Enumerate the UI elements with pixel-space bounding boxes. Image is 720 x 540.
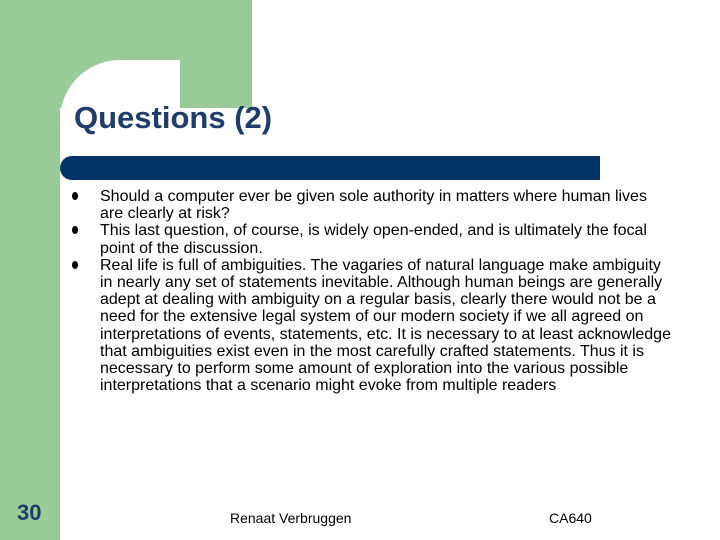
- bullet-text: Real life is full of ambiguities. The vagaries of natural language make ambiguity in nearly any set of statements inevitable. Although human beings are generally adept at dealing with ambiguity on a regular basis, clearly there would not be a need for the extensive legal system of our modern society if we all agreed on interpretations of events, statements, etc. It is necessary to at least acknowledge that ambiguities exist even in the most carefully crafted statements. Thus it is necessary to perform some amount of exploration into the various possible interpretations that a scenario might evoke from multiple readers: [100, 256, 671, 395]
- bullet-dot-icon: [72, 192, 78, 200]
- footer-author: Renaat Verbruggen: [230, 510, 352, 526]
- bullet-dot-icon: [72, 226, 78, 234]
- bullet-list: [72, 188, 672, 394]
- bullet-dot-icon: [72, 261, 78, 269]
- slide-number: 30: [17, 500, 42, 525]
- slide-title: Questions (2): [74, 100, 273, 135]
- bullet-item: [72, 188, 672, 222]
- bullet-item: [72, 222, 672, 256]
- footer-course: CA640: [549, 510, 592, 526]
- bullet-text: This last question, of course, is widely open-ended, and is ultimately the focal point of the discussion.: [100, 222, 647, 257]
- bullet-text: Should a computer ever be given sole authority in matters where human lives are clearly at risk?: [100, 188, 647, 223]
- title-underline-bar: [60, 156, 600, 180]
- decorative-green-strip-left: [0, 0, 60, 540]
- bullet-item: [72, 257, 672, 395]
